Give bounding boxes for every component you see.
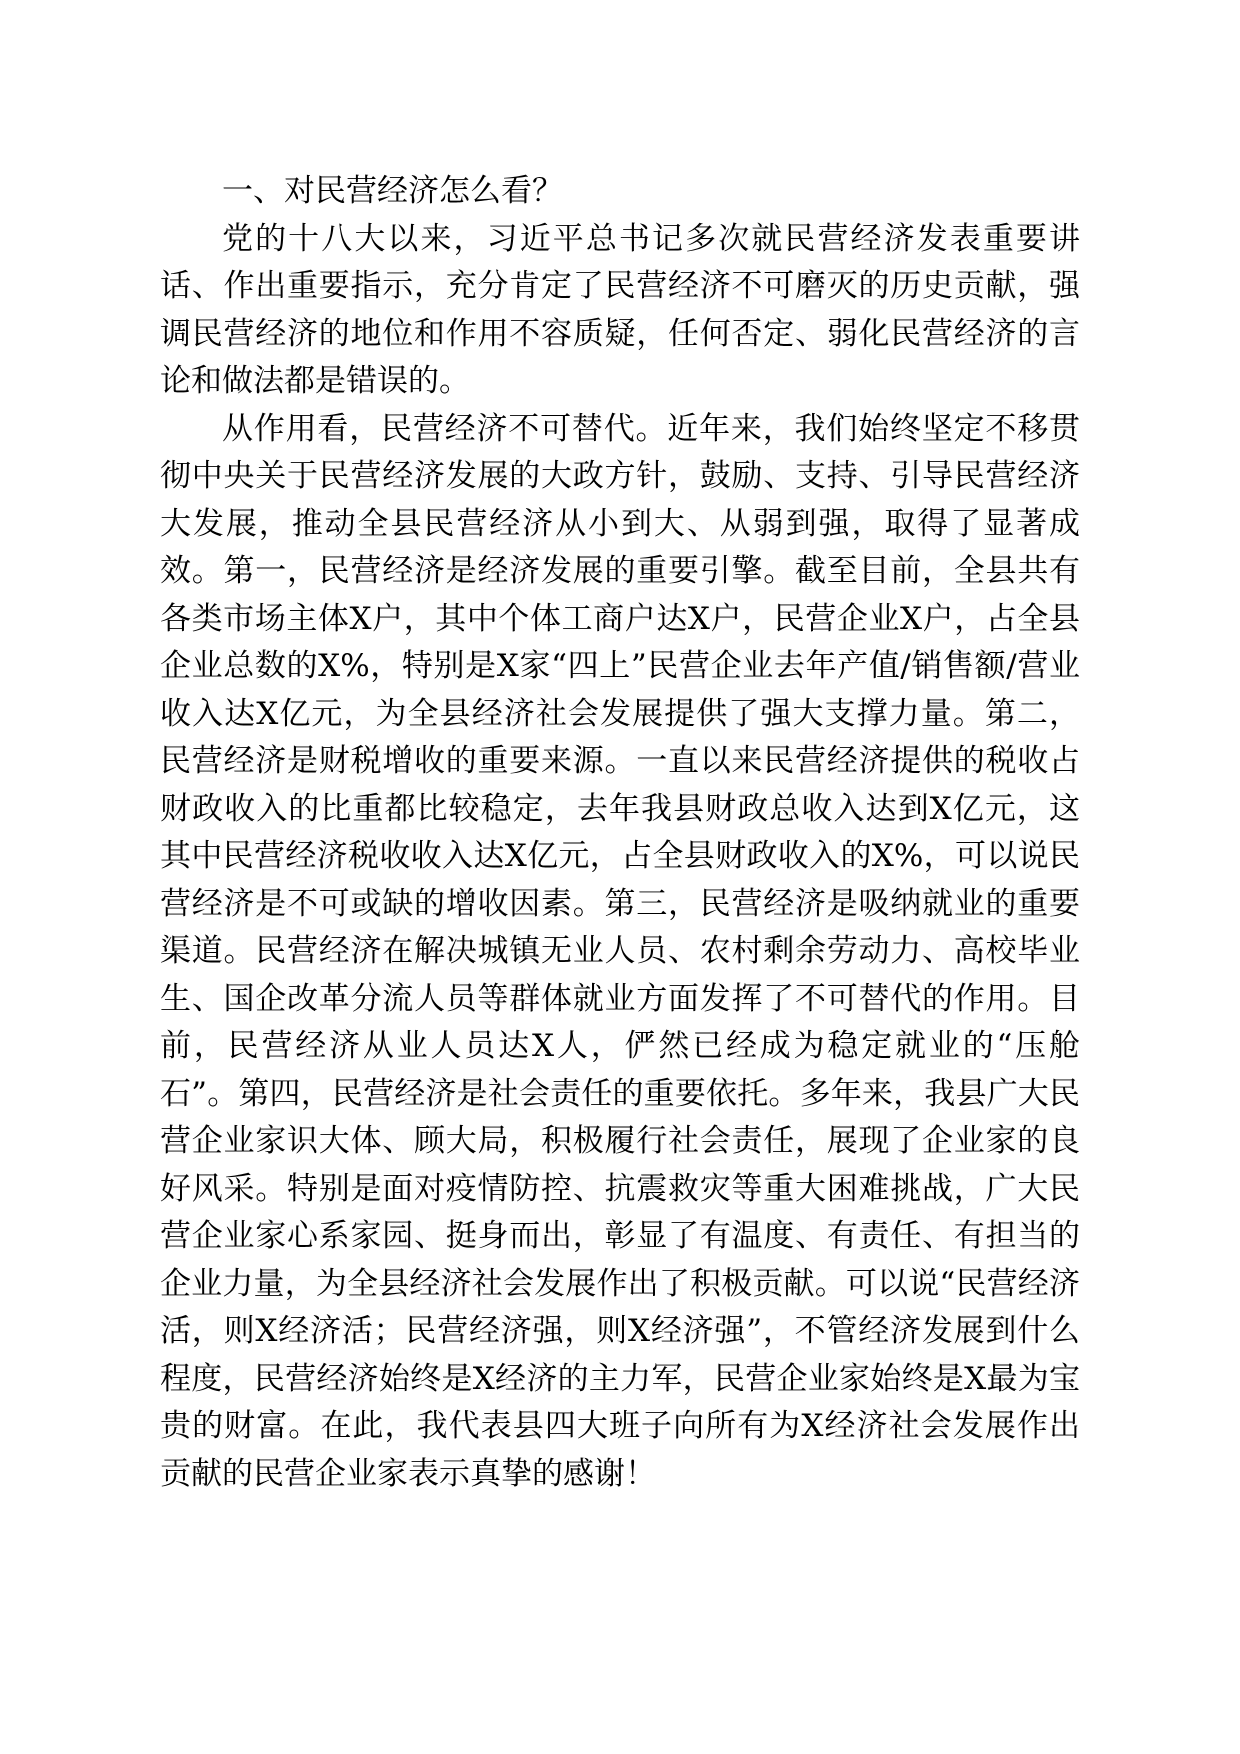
paragraph-intro: 党的十八大以来，习近平总书记多次就民营经济发表重要讲话、作出重要指示，充分肯定了民营经济不可磨灭的历史贡献，强调民营经济的地位和作用不容质疑，任何否定、弱化民营经济的言论和做法都是错误的。: [160, 220, 1080, 399]
paragraph-role: 从作用看，民营经济不可替代。近年来，我们始终坚定不移贯彻中央关于民营经济发展的大政方针，鼓励、支持、引导民营经济大发展，推动全县民营经济从小到大、从弱到强，取得了显著成效。第一，民营经济是经济发展的重要引擎。截至目前，全县共有各类市场主体X户，其中个体工商户达X户，民营企业X户，占全县企业总数的X%，特别是X家“四上”民营企业去年产值/销售额/营业收入达X亿元，为全县经济社会发展提供了强大支撑力量。第二，民营经济是财税增收的重要来源。一直以来民营经济提供的税收占财政收入的比重都比较稳定，去年我县财政总收入达到X亿元，这其中民营经济税收收入达X亿元，占全县财政收入的X%，可以说民营经济是不可或缺的增收因素。第三，民营经济是吸纳就业的重要渠道。民营经济在解决城镇无业人员、农村剩余劳动力、高校毕业生、国企改革分流人员等群体就业方面发挥了不可替代的作用。目前，民营经济从业人员达X人，俨然已经成为稳定就业的“压舱石”。第四，民营经济是社会责任的重要依托。多年来，我县广大民营企业家识大体、顾大局，积极履行社会责任，展现了企业家的良好风采。特别是面对疫情防控、抗震救灾等重大困难挑战，广大民营企业家心系家园、挺身而出，彰显了有温度、有责任、有担当的企业力量，为全县经济社会发展作出了积极贡献。可以说“民营经济活，则X经济活；民营经济强，则X经济强”，不管经济发展到什么程度，民营经济始终是X经济的主力军，民营企业家始终是X最为宝贵的财富。在此，我代表县四大班子向所有为X经济社会发展作出贡献的民营企业家表示真挚的感谢！: [160, 410, 1080, 1492]
document-page: [160, 168, 1080, 1498]
section-heading: 一、对民营经济怎么看？: [222, 173, 563, 209]
